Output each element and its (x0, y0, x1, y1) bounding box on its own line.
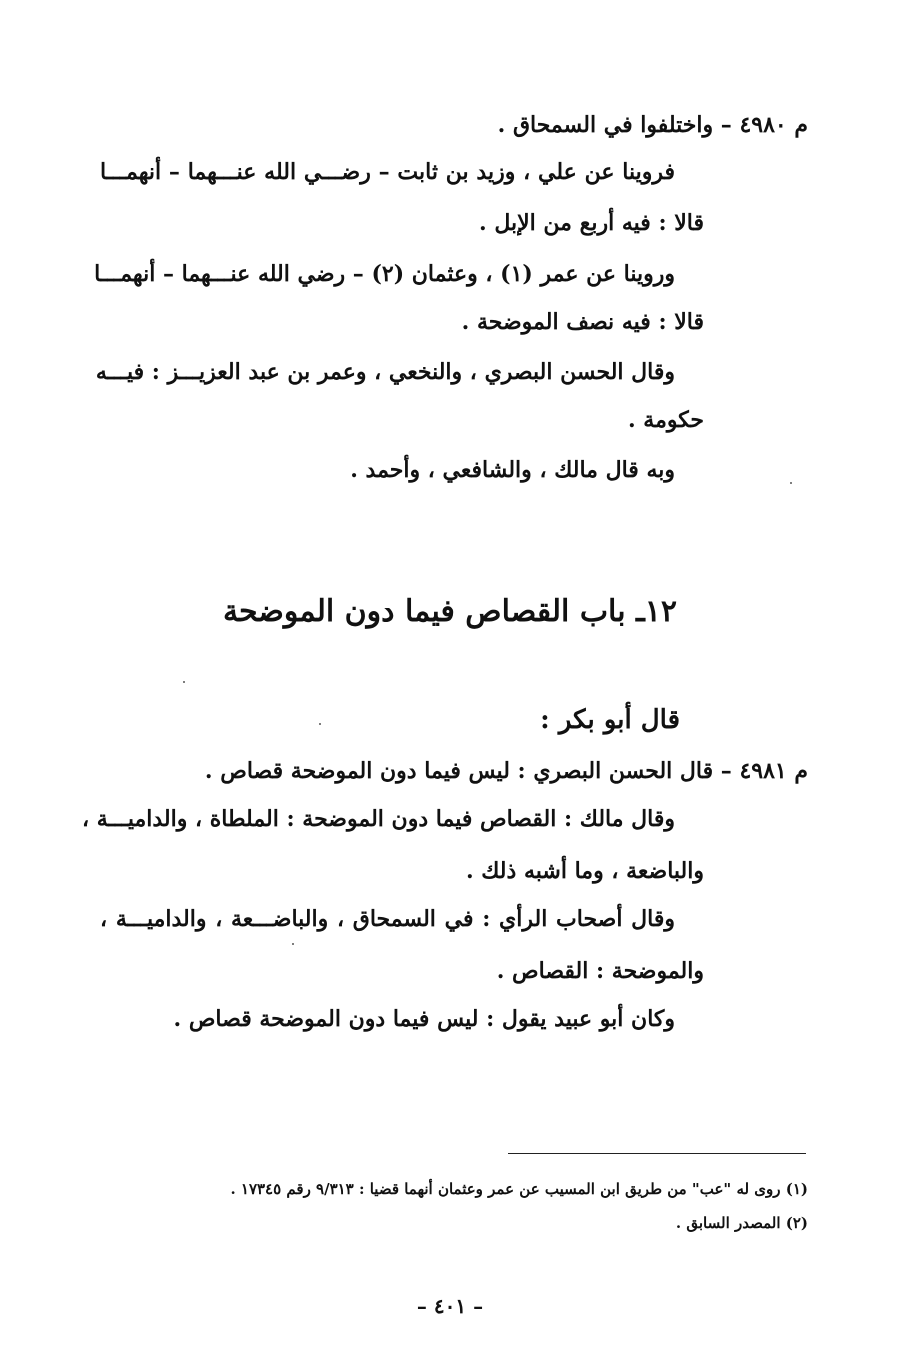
paragraph-line: وقال الحسن البصري ، والنخعي ، وعمر بن عبد العزيـــز : فيـــه (95, 359, 675, 385)
paragraph-line: والباضعة ، وما أشبه ذلك . (465, 858, 704, 884)
page-number: – ٤٠١ – (416, 1294, 484, 1318)
footnote: (١) روى له "عب" من طريق ابن المسيب عن عمر وعثمان أنهما قضيا : ٩/٣١٣ رقم ١٧٣٤٥ . (230, 1180, 808, 1198)
paragraph-line: وبه قال مالك ، والشافعي ، وأحمد . (350, 457, 675, 483)
scan-speck (183, 681, 185, 683)
scan-speck (790, 482, 792, 484)
footnote-divider (508, 1153, 806, 1154)
paragraph-line: وكان أبو عبيد يقول : ليس فيما دون الموضحة قصاص . (173, 1006, 675, 1032)
paragraph-line: قالا : فيه نصف الموضحة . (461, 309, 704, 335)
paragraph-line: قالا : فيه أربع من الإبل . (479, 210, 704, 236)
paragraph-line: م ٤٩٨١ – قال الحسن البصري : ليس فيما دون الموضحة قصاص . (204, 758, 808, 784)
paragraph-line: وقال مالك : القصاص فيما دون الموضحة : الملطاة ، والداميـــة ، (81, 806, 675, 832)
speaker-heading: قال أبو بكر : (540, 705, 680, 735)
scan-speck (319, 723, 321, 725)
paragraph-line: والموضحة : القصاص . (496, 958, 704, 984)
paragraph-line: وقال أصحاب الرأي : في السمحاق ، والباضـــعة ، والداميـــة ، (100, 906, 675, 932)
footnote: (٢) المصدر السابق . (675, 1214, 808, 1232)
paragraph-line: وروينا عن عمر (١) ، وعثمان (٢) – رضي الله عنـــهما – أنهمـــا (94, 261, 675, 287)
paragraph-line: فروينا عن علي ، وزيد بن ثابت – رضـــي الله عنـــهما – أنهمـــا (100, 159, 675, 185)
scan-speck (292, 943, 294, 945)
paragraph-line: م ٤٩٨٠ – واختلفوا في السمحاق . (497, 112, 808, 138)
paragraph-line: حكومة . (627, 407, 704, 433)
chapter-heading: ١٢ـ باب القصاص فيما دون الموضحة (222, 594, 678, 629)
